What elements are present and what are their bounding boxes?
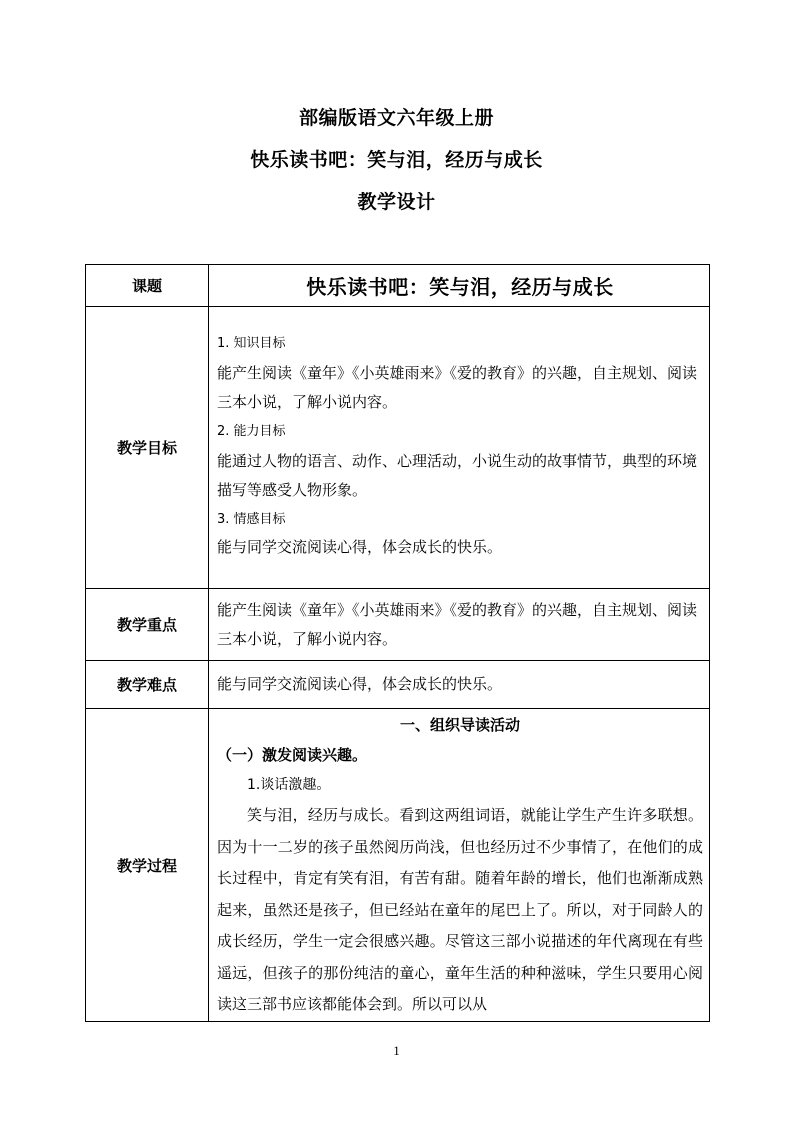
process-paragraph: 笑与泪，经历与成长。看到这两组词语，就能让学生产生许多联想。因为十一二岁的孩子虽然阅历尚浅，但也经历过不少事情了，在他们的成长过程中，肯定有笑有泪，有苦有甜。随着年龄的增长，他们也渐渐成熟起来，虽然还是孩子，但已经站在童年的尾巴上了。所以，对于同龄人的成长经历，学生一定会很感兴趣。尽管这三部小说描述的年代离现在有些遥远，但孩子的那份纯洁的童心，童年生活的种种滋味，学生只要用心阅读这三部书应该都能体会到。所以可以从 (217, 806, 703, 1013)
document-type-heading: 教学设计 (357, 191, 436, 213)
topic-value-cell (209, 265, 710, 307)
topic-row (86, 265, 710, 307)
emotion-objective-heading: 3. 情感目标 (217, 511, 286, 527)
process-section-title: 一、组织导读活动 (399, 716, 520, 734)
topic-label: 课题 (86, 265, 209, 307)
page-number: 1 (393, 1043, 400, 1058)
process-label: 教学过程 (86, 709, 209, 1022)
difficulties-label: 教学难点 (86, 661, 209, 709)
process-content (209, 709, 710, 1022)
objectives-row (86, 307, 710, 589)
document-subtitle: 快乐读书吧：笑与泪，经历与成长 (250, 149, 543, 171)
ability-objective-text: 能通过人物的语言、动作、心理活动，小说生动的故事情节，典型的环境描写等感受人物形象。 (217, 451, 698, 499)
topic-value: 快乐读书吧：笑与泪，经历与成长 (306, 275, 614, 299)
difficulties-row (86, 661, 710, 709)
process-subsection-title: （一）激发阅读兴趣。 (217, 746, 368, 764)
knowledge-objective-heading: 1. 知识目标 (217, 335, 286, 351)
knowledge-objective-text: 能产生阅读《童年》《小英雄雨来》《爱的教育》的兴趣，自主规划、阅读三本小说，了解小说内容。 (217, 363, 698, 411)
objectives-content (209, 307, 710, 589)
ability-objective-heading: 2. 能力目标 (217, 423, 286, 439)
key-points-cell (209, 589, 710, 661)
process-row (86, 709, 710, 1022)
emotion-objective-text: 能与同学交流阅读心得，体会成长的快乐。 (217, 537, 503, 556)
document-title: 部编版语文六年级上册 (298, 107, 494, 129)
objectives-label: 教学目标 (86, 307, 209, 589)
difficulties-cell (209, 661, 710, 709)
key-points-text: 能产生阅读《童年》《小英雄雨来》《爱的教育》的兴趣，自主规划、阅读三本小说，了解小说内容。 (217, 600, 698, 648)
lesson-plan-table (85, 264, 710, 1022)
process-step-1: 1.谈话激趣。 (247, 777, 331, 793)
key-points-row (86, 589, 710, 661)
key-points-label: 教学重点 (86, 589, 209, 661)
difficulties-text: 能与同学交流阅读心得，体会成长的快乐。 (217, 675, 503, 693)
